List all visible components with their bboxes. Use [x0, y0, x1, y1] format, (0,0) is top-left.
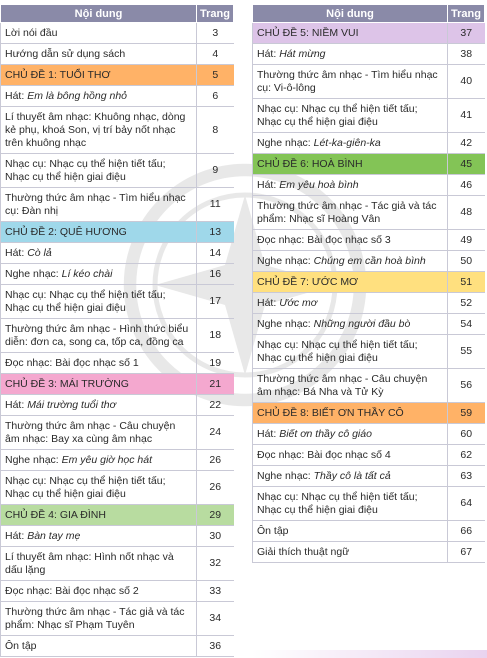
entry-text: Thường thức âm nhạc - Câu chuyện âm nhạc: Bá Nha và Tử Kỳ — [257, 372, 428, 398]
page-number: 40 — [448, 65, 485, 99]
entry-title — [253, 65, 448, 99]
page-number: 62 — [448, 445, 485, 466]
page-number: 45 — [448, 154, 485, 175]
page-number: 5 — [197, 65, 234, 86]
toc-row — [253, 65, 485, 99]
topic-row — [253, 23, 485, 44]
entry-title — [1, 602, 197, 636]
entry-text: CHỦ ĐỀ 1: TUỔI THƠ — [5, 68, 111, 81]
entry-text: Em yêu hoà bình — [279, 178, 359, 191]
toc-row — [253, 230, 485, 251]
entry-title — [253, 542, 448, 563]
toc-row — [253, 99, 485, 133]
entry-text: Lí thuyết âm nhạc: Khuông nhạc, dòng kẻ phụ, khoá Son, vị trí bảy nốt nhạc trên khuông nhạc — [5, 110, 186, 149]
page-number: 21 — [197, 374, 234, 395]
toc-row — [1, 353, 234, 374]
header-content-label: Nội dung — [1, 5, 197, 23]
page-number: 24 — [197, 416, 234, 450]
toc-right-column — [252, 4, 485, 563]
entry-text: Chúng em cần hoà bình — [313, 254, 426, 267]
entry-prefix: Nghe nhạc: — [5, 453, 62, 466]
page-number: 14 — [197, 243, 234, 264]
toc-row — [1, 395, 234, 416]
toc-row — [253, 466, 485, 487]
entry-text: Hát mừng — [279, 47, 326, 60]
entry-title — [1, 416, 197, 450]
page-number: 66 — [448, 521, 485, 542]
entry-text: Ước mơ — [279, 296, 318, 309]
entry-text: Biết ơn thầy cô giáo — [279, 427, 372, 440]
entry-title — [1, 107, 197, 154]
toc-row — [253, 133, 485, 154]
toc-row — [1, 450, 234, 471]
topic-row — [1, 222, 234, 243]
page-number: 9 — [197, 154, 234, 188]
entry-title — [253, 99, 448, 133]
page-number: 63 — [448, 466, 485, 487]
entry-text: Đọc nhạc: Bài đọc nhạc số 1 — [5, 356, 139, 369]
topic-row — [1, 65, 234, 86]
toc-row — [1, 602, 234, 636]
entry-title — [253, 314, 448, 335]
page-number: 18 — [197, 319, 234, 353]
entry-text: Thầy cô là tất cả — [313, 469, 391, 482]
topic-title — [1, 222, 197, 243]
entry-title — [1, 395, 197, 416]
topic-title — [1, 65, 197, 86]
entry-prefix: Nghe nhạc: — [257, 469, 314, 482]
page-number: 34 — [197, 602, 234, 636]
entry-title — [1, 285, 197, 319]
entry-text: Ôn tập — [5, 639, 37, 652]
header-page-label: Trang — [448, 5, 485, 23]
entry-prefix: Hát: — [5, 529, 28, 542]
entry-title — [253, 445, 448, 466]
page-number: 59 — [448, 403, 485, 424]
entry-prefix: Hát: — [5, 398, 28, 411]
toc-row — [253, 196, 485, 230]
toc-row — [1, 154, 234, 188]
toc-row — [253, 293, 485, 314]
entry-title — [1, 581, 197, 602]
entry-title — [253, 293, 448, 314]
page-number: 60 — [448, 424, 485, 445]
page-number: 36 — [197, 636, 234, 657]
entry-text: Đọc nhạc: Bài đọc nhạc số 4 — [257, 448, 391, 461]
entry-title — [253, 487, 448, 521]
entry-text: CHỦ ĐỀ 2: QUÊ HƯƠNG — [5, 225, 127, 238]
toc-row — [253, 445, 485, 466]
entry-title — [1, 471, 197, 505]
toc-row — [1, 243, 234, 264]
entry-title — [1, 319, 197, 353]
topic-title — [253, 23, 448, 44]
entry-prefix: Nghe nhạc: — [257, 136, 314, 149]
topic-row — [1, 374, 234, 395]
page-number: 19 — [197, 353, 234, 374]
decorative-strip — [252, 650, 487, 658]
toc-row — [253, 251, 485, 272]
page-number: 42 — [448, 133, 485, 154]
entry-text: Thường thức âm nhạc - Tác giả và tác phẩm: Nhạc sĩ Phạm Tuyên — [5, 605, 185, 631]
topic-title — [253, 403, 448, 424]
toc-right-header — [253, 5, 485, 23]
entry-title — [1, 526, 197, 547]
entry-text: Nhạc cụ: Nhạc cụ thể hiện tiết tấu; Nhạc cụ thể hiện giai điệu — [5, 474, 166, 500]
page-number: 55 — [448, 335, 485, 369]
entry-title — [253, 196, 448, 230]
entry-text: Nhạc cụ: Nhạc cụ thể hiện tiết tấu; Nhạc cụ thể hiện giai điệu — [5, 157, 166, 183]
topic-title — [253, 272, 448, 293]
topic-row — [253, 272, 485, 293]
entry-title — [253, 369, 448, 403]
toc-row — [253, 542, 485, 563]
entry-text: Nhạc cụ: Nhạc cụ thể hiện tiết tấu; Nhạc cụ thể hiện giai điệu — [257, 102, 418, 128]
entry-title — [1, 547, 197, 581]
toc-row — [253, 369, 485, 403]
entry-prefix: Hát: — [257, 427, 280, 440]
entry-text: Thường thức âm nhạc - Tác giả và tác phẩm: Nhạc sĩ Hoàng Vân — [257, 199, 437, 225]
page-number: 64 — [448, 487, 485, 521]
toc-row — [1, 636, 234, 657]
entry-title — [253, 133, 448, 154]
topic-row — [1, 505, 234, 526]
toc-left-body — [1, 23, 234, 657]
page-number: 30 — [197, 526, 234, 547]
entry-title — [253, 424, 448, 445]
toc-row — [253, 175, 485, 196]
header-page-label: Trang — [197, 5, 234, 23]
entry-prefix: Hát: — [257, 178, 280, 191]
entry-text: Lí kéo chài — [61, 267, 113, 280]
toc-row — [1, 547, 234, 581]
entry-text: Mái trường tuổi thơ — [27, 398, 116, 411]
toc-left-header — [1, 5, 234, 23]
page-number: 33 — [197, 581, 234, 602]
entry-title — [253, 230, 448, 251]
entry-title — [1, 188, 197, 222]
entry-title — [253, 521, 448, 542]
toc-right-table — [252, 4, 485, 563]
entry-text: Lét-ka-giên-ka — [313, 136, 381, 149]
page-number: 46 — [448, 175, 485, 196]
entry-title — [1, 23, 197, 44]
entry-text: Nhạc cụ: Nhạc cụ thể hiện tiết tấu; Nhạc cụ thể hiện giai điệu — [257, 338, 418, 364]
toc-left-table — [0, 4, 234, 657]
toc-left-column — [0, 4, 234, 657]
toc-row — [1, 581, 234, 602]
page-number: 11 — [197, 188, 234, 222]
toc-row — [253, 335, 485, 369]
page-number: 22 — [197, 395, 234, 416]
topic-row — [253, 154, 485, 175]
entry-text: CHỦ ĐỀ 6: HOÀ BÌNH — [257, 157, 363, 170]
entry-prefix: Hát: — [5, 89, 28, 102]
entry-text: Những người đầu bò — [313, 317, 411, 330]
entry-text: Thường thức âm nhạc - Câu chuyện âm nhạc: Bay xa cùng âm nhạc — [5, 419, 176, 445]
entry-prefix: Nghe nhạc: — [257, 254, 314, 267]
entry-title — [1, 636, 197, 657]
toc-row — [1, 86, 234, 107]
toc-row — [1, 471, 234, 505]
entry-title — [1, 44, 197, 65]
topic-title — [253, 154, 448, 175]
entry-title — [1, 450, 197, 471]
page-number: 26 — [197, 450, 234, 471]
entry-text: Cò lả — [27, 246, 52, 259]
entry-text: CHỦ ĐỀ 3: MÁI TRƯỜNG — [5, 377, 129, 390]
entry-prefix: Hát: — [5, 246, 28, 259]
entry-text: Ôn tập — [257, 524, 289, 537]
page-number: 16 — [197, 264, 234, 285]
page-number: 52 — [448, 293, 485, 314]
entry-prefix: Hát: — [257, 47, 280, 60]
entry-title — [1, 264, 197, 285]
page-number: 54 — [448, 314, 485, 335]
entry-title — [1, 154, 197, 188]
page-number: 13 — [197, 222, 234, 243]
toc-row — [1, 264, 234, 285]
toc-row — [253, 314, 485, 335]
entry-title — [253, 175, 448, 196]
entry-text: Lời nói đầu — [5, 26, 58, 39]
entry-text: CHỦ ĐỀ 8: BIẾT ƠN THẦY CÔ — [257, 406, 404, 419]
entry-text: Nhạc cụ: Nhạc cụ thể hiện tiết tấu; Nhạc cụ thể hiện giai điệu — [257, 490, 418, 516]
header-content-label: Nội dung — [253, 5, 448, 23]
entry-title — [1, 86, 197, 107]
toc-right-body — [253, 23, 485, 563]
page-number: 67 — [448, 542, 485, 563]
entry-text: Đọc nhạc: Bài đọc nhạc số 2 — [5, 584, 139, 597]
page-number: 38 — [448, 44, 485, 65]
entry-text: Thường thức âm nhạc - Tìm hiểu nhạc cụ: Vi-ô-lông — [257, 68, 438, 94]
entry-text: Nhạc cụ: Nhạc cụ thể hiện tiết tấu; Nhạc cụ thể hiện giai điệu — [5, 288, 166, 314]
entry-text: Đọc nhạc: Bài đọc nhạc số 3 — [257, 233, 391, 246]
entry-prefix: Hát: — [257, 296, 280, 309]
entry-text: CHỦ ĐỀ 4: GIA ĐÌNH — [5, 508, 106, 521]
page-number: 29 — [197, 505, 234, 526]
entry-title — [253, 335, 448, 369]
entry-text: Hướng dẫn sử dụng sách — [5, 47, 126, 60]
entry-title — [253, 44, 448, 65]
entry-text: Thường thức âm nhạc - Tìm hiểu nhạc cụ: Đàn nhị — [5, 191, 186, 217]
entry-title — [253, 466, 448, 487]
page-number: 50 — [448, 251, 485, 272]
toc-row — [1, 44, 234, 65]
page-number: 26 — [197, 471, 234, 505]
toc-row — [253, 521, 485, 542]
toc-row — [1, 107, 234, 154]
page-number: 56 — [448, 369, 485, 403]
page-number: 48 — [448, 196, 485, 230]
entry-title — [1, 353, 197, 374]
topic-title — [1, 374, 197, 395]
entry-text: CHỦ ĐỀ 5: NIỀM VUI — [257, 26, 359, 39]
entry-text: Lí thuyết âm nhạc: Hình nốt nhạc và dấu lặng — [5, 550, 174, 576]
page-number: 4 — [197, 44, 234, 65]
page-number: 37 — [448, 23, 485, 44]
toc-row — [1, 416, 234, 450]
toc-row — [1, 319, 234, 353]
entry-text: CHỦ ĐỀ 7: ƯỚC MƠ — [257, 275, 359, 288]
page-number: 6 — [197, 86, 234, 107]
page-number: 32 — [197, 547, 234, 581]
toc-row — [1, 526, 234, 547]
entry-text: Em là bông hồng nhỏ — [27, 89, 128, 102]
entry-text: Bàn tay mẹ — [27, 529, 81, 542]
page-number: 51 — [448, 272, 485, 293]
page-number: 17 — [197, 285, 234, 319]
topic-title — [1, 505, 197, 526]
entry-text: Giải thích thuật ngữ — [257, 545, 350, 558]
entry-title — [1, 243, 197, 264]
page-number: 49 — [448, 230, 485, 251]
toc-row — [253, 424, 485, 445]
toc-row — [1, 285, 234, 319]
entry-text: Em yêu giờ học hát — [61, 453, 153, 466]
entry-text: Thường thức âm nhạc - Hình thức biểu diễn: đơn ca, song ca, tốp ca, đồng ca — [5, 322, 189, 348]
toc-row — [253, 487, 485, 521]
entry-prefix: Nghe nhạc: — [5, 267, 62, 280]
page-number: 3 — [197, 23, 234, 44]
page-number: 41 — [448, 99, 485, 133]
topic-row — [253, 403, 485, 424]
toc-row — [1, 23, 234, 44]
page-number: 8 — [197, 107, 234, 154]
toc-row — [253, 44, 485, 65]
entry-prefix: Nghe nhạc: — [257, 317, 314, 330]
entry-title — [253, 251, 448, 272]
toc-row — [1, 188, 234, 222]
